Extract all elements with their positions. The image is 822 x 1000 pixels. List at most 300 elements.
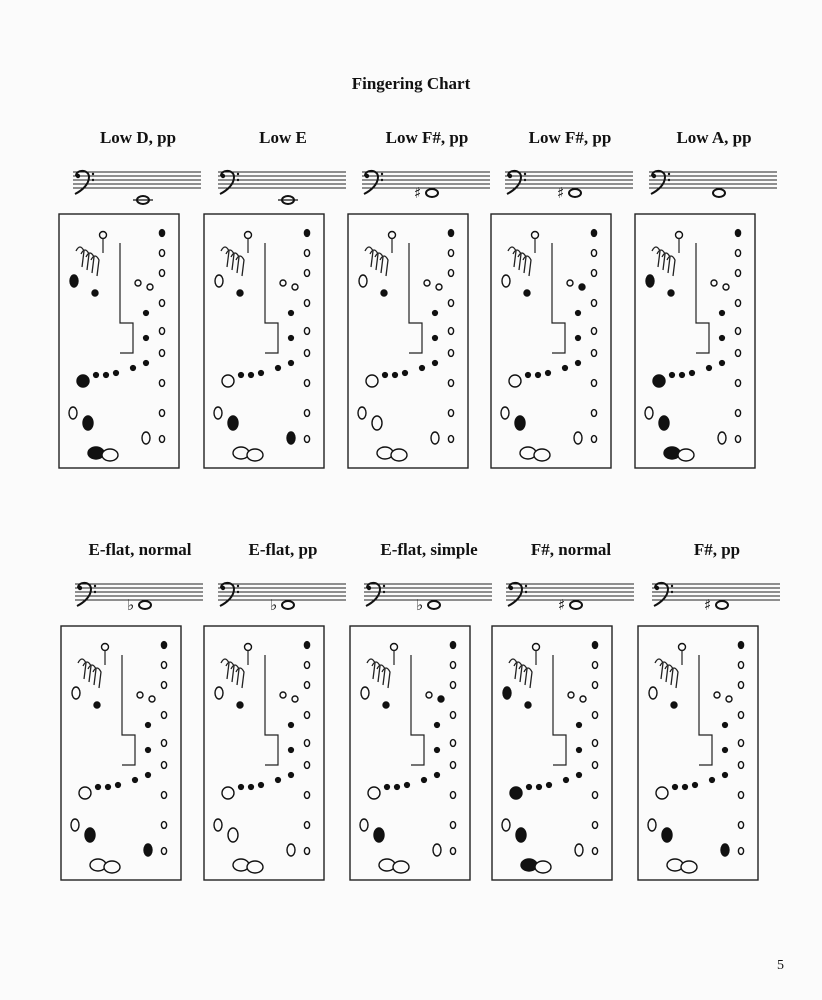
finger-hole-icon: [259, 783, 264, 788]
low-key-icon: [656, 787, 668, 799]
right-side-key-icon: [738, 642, 743, 649]
finger-hole-icon: [576, 361, 581, 366]
whole-note-icon: [428, 601, 440, 609]
right-side-key-icon: [448, 328, 453, 335]
finger-hole-icon: [146, 748, 151, 753]
bottom-pad-icon: [247, 861, 263, 873]
right-side-key-icon: [591, 250, 596, 257]
whisper-key-icon: [102, 644, 109, 651]
key-icon: [135, 280, 141, 286]
accidental-sign: ♯: [557, 184, 565, 202]
finger-hole-icon: [433, 361, 438, 366]
bottom-key-icon: [718, 432, 726, 444]
right-side-key-icon: [448, 300, 453, 307]
finger-hole-icon: [723, 748, 728, 753]
bass-clef-icon: [651, 171, 670, 194]
finger-hole-icon: [395, 785, 400, 790]
right-side-key-icon: [591, 410, 596, 417]
low-key-icon: [653, 375, 665, 387]
accidental-sign: ♭: [127, 596, 135, 614]
right-side-key-icon: [591, 350, 596, 357]
left-thumb-key-icon: [652, 247, 660, 267]
whisper-key-icon: [100, 232, 107, 239]
bottom-pad-icon: [678, 449, 694, 461]
bass-clef-icon: [366, 583, 385, 606]
bottom-key-icon: [433, 844, 441, 856]
finger-hole-icon: [577, 723, 582, 728]
right-side-key-icon: [161, 822, 166, 829]
right-side-key-icon: [450, 822, 455, 829]
bottom-key-icon: [159, 436, 164, 443]
bottom-pad-icon: [104, 861, 120, 873]
low-key-icon: [360, 819, 368, 831]
bottom-key-icon: [592, 848, 597, 855]
finger-hole-icon: [237, 702, 243, 708]
fingering-label: Low D, pp: [99, 128, 177, 147]
finger-hole-icon: [673, 785, 678, 790]
key-icon: [580, 696, 586, 702]
finger-hole-icon: [116, 783, 121, 788]
whisper-key-icon: [389, 232, 396, 239]
music-staff: [649, 166, 779, 218]
bassoon-fingering-diagram: [637, 625, 762, 882]
right-side-key-icon: [735, 380, 740, 387]
finger-hole-icon: [577, 773, 582, 778]
right-side-key-icon: [304, 740, 309, 747]
right-side-key-icon: [448, 250, 453, 257]
low-key-icon: [214, 407, 222, 419]
right-side-key-icon: [159, 380, 164, 387]
finger-hole-icon: [420, 366, 425, 371]
page-title: Fingering Chart: [351, 74, 471, 93]
finger-hole-icon: [96, 785, 101, 790]
finger-hole-icon: [114, 371, 119, 376]
right-side-key-icon: [738, 682, 743, 689]
finger-hole-icon: [525, 702, 531, 708]
key-icon: [711, 280, 717, 286]
bottom-pad-icon: [521, 859, 537, 871]
thumb-pad-key-icon: [361, 687, 369, 699]
right-side-key-icon: [304, 250, 309, 257]
finger-hole-icon: [433, 336, 438, 341]
right-side-key-icon: [592, 662, 597, 669]
finger-hole-icon: [435, 773, 440, 778]
right-side-key-icon: [161, 682, 166, 689]
left-thumb-key-icon: [76, 247, 84, 267]
right-side-key-icon: [304, 642, 309, 649]
finger-hole-icon: [405, 783, 410, 788]
right-side-key-icon: [304, 270, 309, 277]
key-icon: [567, 280, 573, 286]
fingering-label: F#, normal: [530, 540, 612, 559]
finger-hole-icon: [576, 336, 581, 341]
accidental-sign: ♯: [558, 596, 566, 614]
key-icon: [726, 696, 732, 702]
right-side-key-icon: [161, 762, 166, 769]
right-side-key-icon: [161, 642, 166, 649]
finger-hole-icon: [720, 361, 725, 366]
fingering-label: Low A, pp: [676, 128, 752, 147]
finger-hole-icon: [536, 373, 541, 378]
right-side-key-icon: [450, 740, 455, 747]
right-side-key-icon: [304, 410, 309, 417]
whole-note-icon: [282, 601, 294, 609]
right-side-key-icon: [161, 740, 166, 747]
finger-hole-icon: [385, 785, 390, 790]
bottom-key-icon: [450, 848, 455, 855]
left-thumb-key-icon: [365, 247, 373, 267]
finger-hole-icon: [680, 373, 685, 378]
music-staff: [362, 166, 492, 218]
accidental-sign: ♭: [416, 596, 424, 614]
finger-hole-icon: [720, 336, 725, 341]
music-staff: [75, 578, 205, 630]
bottom-pad-icon: [681, 861, 697, 873]
finger-hole-icon: [144, 311, 149, 316]
low-key-icon: [648, 819, 656, 831]
right-side-key-icon: [304, 682, 309, 689]
accidental-sign: ♯: [704, 596, 712, 614]
low-key-icon: [659, 416, 669, 430]
right-side-key-icon: [592, 682, 597, 689]
right-side-key-icon: [304, 662, 309, 669]
finger-hole-icon: [94, 373, 99, 378]
key-icon: [147, 284, 153, 290]
finger-hole-icon: [526, 373, 531, 378]
finger-hole-icon: [289, 336, 294, 341]
bottom-pad-icon: [379, 859, 395, 871]
music-staff: [218, 578, 348, 630]
finger-hole-icon: [720, 311, 725, 316]
finger-hole-icon: [433, 311, 438, 316]
ledger-whole-note-icon: [278, 196, 298, 204]
right-side-key-icon: [450, 642, 455, 649]
bottom-pad-icon: [535, 861, 551, 873]
finger-hole-icon: [723, 723, 728, 728]
finger-hole-icon: [104, 373, 109, 378]
right-side-key-icon: [161, 712, 166, 719]
right-side-key-icon: [450, 662, 455, 669]
right-side-key-icon: [735, 270, 740, 277]
music-staff: [364, 578, 494, 630]
right-side-key-icon: [738, 662, 743, 669]
right-side-key-icon: [591, 270, 596, 277]
low-key-icon: [510, 787, 522, 799]
bottom-key-icon: [287, 844, 295, 856]
key-icon: [280, 692, 286, 698]
bottom-key-icon: [287, 432, 295, 444]
thumb-pad-key-icon: [70, 275, 78, 287]
accidental-sign: ♭: [270, 596, 278, 614]
thumb-pad-key-icon: [215, 275, 223, 287]
low-key-icon: [228, 416, 238, 430]
low-key-icon: [509, 375, 521, 387]
finger-hole-icon: [289, 748, 294, 753]
thumb-pad-key-icon: [72, 687, 80, 699]
finger-hole-icon: [690, 371, 695, 376]
low-key-icon: [214, 819, 222, 831]
key-icon: [568, 692, 574, 698]
whisper-key-icon: [245, 644, 252, 651]
fingering-label: F#, pp: [693, 540, 741, 559]
finger-hole-icon: [422, 778, 427, 783]
accidental-sign: ♯: [414, 184, 422, 202]
page-number: 5: [777, 958, 784, 973]
bottom-key-icon: [735, 436, 740, 443]
bottom-pad-icon: [233, 447, 249, 459]
bottom-key-icon: [144, 844, 152, 856]
key-icon: [292, 284, 298, 290]
left-thumb-key-icon: [367, 659, 375, 679]
finger-hole-icon: [670, 373, 675, 378]
bottom-key-icon: [142, 432, 150, 444]
right-side-key-icon: [304, 822, 309, 829]
right-side-key-icon: [450, 762, 455, 769]
low-key-icon: [228, 828, 238, 842]
key-icon: [438, 696, 444, 702]
right-side-key-icon: [738, 712, 743, 719]
whisper-key-icon: [391, 644, 398, 651]
right-side-key-icon: [591, 380, 596, 387]
bass-clef-icon: [507, 171, 526, 194]
bottom-pad-icon: [534, 449, 550, 461]
right-side-key-icon: [159, 300, 164, 307]
finger-hole-icon: [577, 748, 582, 753]
thumb-pad-key-icon: [359, 275, 367, 287]
bottom-pad-icon: [664, 447, 680, 459]
bottom-key-icon: [738, 848, 743, 855]
bottom-key-icon: [304, 848, 309, 855]
thumb-pad-key-icon: [215, 687, 223, 699]
bottom-key-icon: [591, 436, 596, 443]
key-icon: [280, 280, 286, 286]
left-thumb-key-icon: [78, 659, 86, 679]
finger-hole-icon: [403, 371, 408, 376]
bottom-pad-icon: [520, 447, 536, 459]
finger-hole-icon: [289, 311, 294, 316]
right-side-key-icon: [304, 230, 309, 237]
music-staff: [73, 166, 203, 218]
right-side-key-icon: [592, 740, 597, 747]
left-thumb-key-icon: [508, 247, 516, 267]
low-key-icon: [77, 375, 89, 387]
low-key-icon: [222, 375, 234, 387]
finger-hole-icon: [435, 723, 440, 728]
fingering-label: E-flat, simple: [380, 540, 478, 559]
music-staff: [218, 166, 348, 218]
right-side-key-icon: [448, 270, 453, 277]
finger-hole-icon: [249, 373, 254, 378]
right-side-key-icon: [450, 712, 455, 719]
finger-hole-icon: [537, 785, 542, 790]
finger-hole-icon: [94, 702, 100, 708]
bottom-pad-icon: [247, 449, 263, 461]
finger-hole-icon: [527, 785, 532, 790]
fingering-label: Low F#, pp: [528, 128, 612, 147]
right-side-key-icon: [591, 328, 596, 335]
key-icon: [137, 692, 143, 698]
key-icon: [424, 280, 430, 286]
low-key-icon: [502, 819, 510, 831]
right-side-key-icon: [159, 350, 164, 357]
finger-hole-icon: [668, 290, 674, 296]
whisper-key-icon: [245, 232, 252, 239]
thumb-pad-key-icon: [503, 687, 511, 699]
finger-hole-icon: [707, 366, 712, 371]
low-key-icon: [69, 407, 77, 419]
finger-hole-icon: [237, 290, 243, 296]
right-side-key-icon: [304, 792, 309, 799]
bottom-key-icon: [575, 844, 583, 856]
finger-hole-icon: [564, 778, 569, 783]
low-key-icon: [501, 407, 509, 419]
low-key-icon: [372, 416, 382, 430]
right-side-key-icon: [159, 410, 164, 417]
music-staff: [505, 166, 635, 218]
bottom-pad-icon: [377, 447, 393, 459]
key-icon: [426, 692, 432, 698]
key-icon: [723, 284, 729, 290]
music-staff: [652, 578, 782, 630]
thumb-pad-key-icon: [646, 275, 654, 287]
low-key-icon: [662, 828, 672, 842]
key-icon: [436, 284, 442, 290]
bottom-key-icon: [448, 436, 453, 443]
right-side-key-icon: [735, 350, 740, 357]
bass-clef-icon: [77, 583, 96, 606]
right-side-key-icon: [159, 328, 164, 335]
whole-note-icon: [569, 189, 581, 197]
bassoon-fingering-diagram: [347, 213, 472, 470]
finger-hole-icon: [289, 361, 294, 366]
finger-hole-icon: [393, 373, 398, 378]
left-thumb-key-icon: [509, 659, 517, 679]
right-side-key-icon: [304, 762, 309, 769]
left-thumb-key-icon: [221, 659, 229, 679]
finger-hole-icon: [576, 311, 581, 316]
bottom-pad-icon: [667, 859, 683, 871]
finger-hole-icon: [683, 785, 688, 790]
right-side-key-icon: [738, 822, 743, 829]
right-side-key-icon: [159, 270, 164, 277]
right-side-key-icon: [592, 712, 597, 719]
right-side-key-icon: [159, 250, 164, 257]
bottom-key-icon: [161, 848, 166, 855]
finger-hole-icon: [289, 723, 294, 728]
right-side-key-icon: [161, 792, 166, 799]
finger-hole-icon: [723, 773, 728, 778]
low-key-icon: [358, 407, 366, 419]
finger-hole-icon: [435, 748, 440, 753]
thumb-pad-key-icon: [502, 275, 510, 287]
bass-clef-icon: [220, 171, 239, 194]
fingering-label: Low E: [259, 128, 307, 147]
whole-note-icon: [713, 189, 725, 197]
low-key-icon: [516, 828, 526, 842]
right-side-key-icon: [735, 328, 740, 335]
finger-hole-icon: [671, 702, 677, 708]
finger-hole-icon: [146, 723, 151, 728]
finger-hole-icon: [693, 783, 698, 788]
whole-note-icon: [570, 601, 582, 609]
right-side-key-icon: [304, 300, 309, 307]
key-icon: [149, 696, 155, 702]
low-key-icon: [366, 375, 378, 387]
right-side-key-icon: [738, 740, 743, 747]
bottom-pad-icon: [88, 447, 104, 459]
left-thumb-key-icon: [655, 659, 663, 679]
bottom-pad-icon: [90, 859, 106, 871]
finger-hole-icon: [563, 366, 568, 371]
thumb-pad-key-icon: [649, 687, 657, 699]
bass-clef-icon: [508, 583, 527, 606]
whisper-key-icon: [679, 644, 686, 651]
finger-hole-icon: [239, 785, 244, 790]
fingering-label: Low F#, pp: [385, 128, 469, 147]
right-side-key-icon: [448, 350, 453, 357]
key-icon: [714, 692, 720, 698]
finger-hole-icon: [146, 773, 151, 778]
right-side-key-icon: [450, 792, 455, 799]
whole-note-icon: [426, 189, 438, 197]
bassoon-fingering-diagram: [490, 213, 615, 470]
finger-hole-icon: [239, 373, 244, 378]
bassoon-fingering-diagram: [349, 625, 474, 882]
finger-hole-icon: [381, 290, 387, 296]
bottom-key-icon: [721, 844, 729, 856]
finger-hole-icon: [710, 778, 715, 783]
right-side-key-icon: [304, 380, 309, 387]
low-key-icon: [71, 819, 79, 831]
right-side-key-icon: [592, 762, 597, 769]
right-side-key-icon: [304, 712, 309, 719]
right-side-key-icon: [448, 380, 453, 387]
key-icon: [579, 284, 585, 290]
bass-clef-icon: [75, 171, 94, 194]
low-key-icon: [645, 407, 653, 419]
bottom-key-icon: [574, 432, 582, 444]
low-key-icon: [368, 787, 380, 799]
whisper-key-icon: [532, 232, 539, 239]
right-side-key-icon: [448, 230, 453, 237]
low-key-icon: [222, 787, 234, 799]
bottom-key-icon: [304, 436, 309, 443]
right-side-key-icon: [304, 350, 309, 357]
right-side-key-icon: [591, 300, 596, 307]
whisper-key-icon: [676, 232, 683, 239]
right-side-key-icon: [592, 642, 597, 649]
bassoon-fingering-diagram: [491, 625, 616, 882]
finger-hole-icon: [106, 785, 111, 790]
whole-note-icon: [139, 601, 151, 609]
bottom-pad-icon: [102, 449, 118, 461]
finger-hole-icon: [546, 371, 551, 376]
right-side-key-icon: [735, 300, 740, 307]
whisper-key-icon: [533, 644, 540, 651]
bottom-pad-icon: [233, 859, 249, 871]
finger-hole-icon: [131, 366, 136, 371]
right-side-key-icon: [161, 662, 166, 669]
right-side-key-icon: [735, 230, 740, 237]
right-side-key-icon: [738, 762, 743, 769]
low-key-icon: [374, 828, 384, 842]
bassoon-fingering-diagram: [634, 213, 759, 470]
finger-hole-icon: [259, 371, 264, 376]
finger-hole-icon: [133, 778, 138, 783]
finger-hole-icon: [276, 778, 281, 783]
right-side-key-icon: [159, 230, 164, 237]
low-key-icon: [83, 416, 93, 430]
